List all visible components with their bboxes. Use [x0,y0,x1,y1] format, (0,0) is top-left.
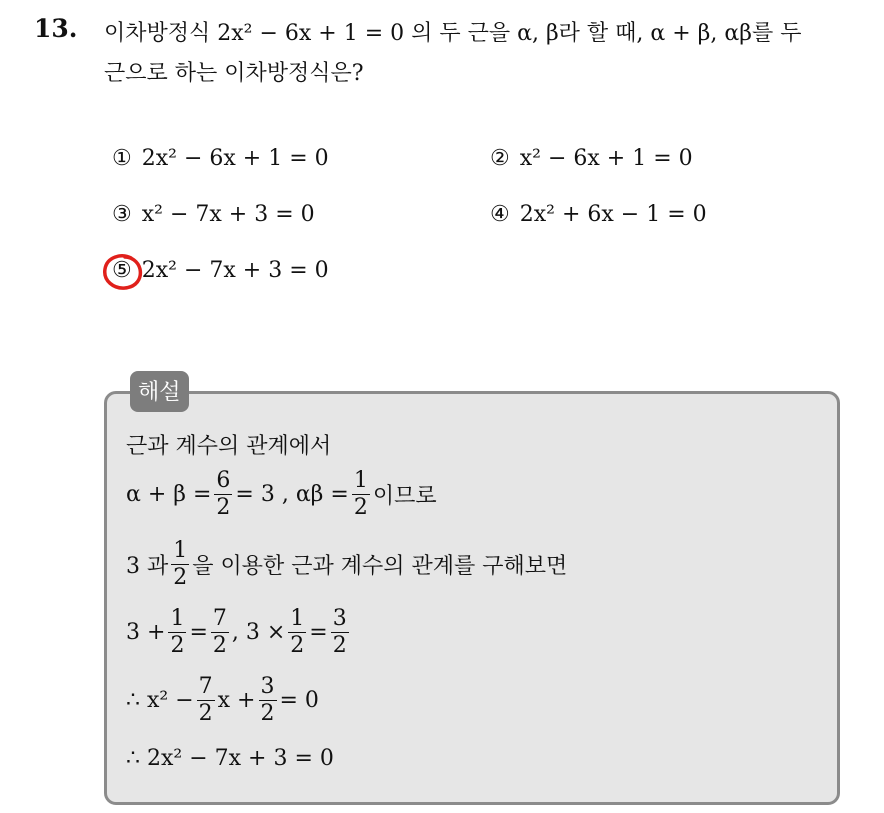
math-text: 3 + [126,620,166,645]
option-3[interactable] [112,202,315,227]
solution-tag: 해설 [130,371,189,412]
math-text: 을 이용한 근과 계수의 관계를 구해보면 [192,554,568,579]
fraction [168,608,186,657]
option-4[interactable] [490,202,707,227]
option-number: ③ [112,202,132,227]
numerator: 3 [260,674,275,699]
solution-line-4 [126,608,352,657]
numerator: 3 [332,606,347,631]
question-text-line-1: 이차방정식 2x² − 6x + 1 = 0 의 두 근을 α, β라 할 때, α + β, αβ를 두 [104,21,802,46]
fraction [288,608,306,657]
fraction [214,470,232,519]
denominator: 2 [216,495,231,520]
option-number: ② [490,146,510,171]
fraction [211,608,229,657]
fraction [197,676,215,725]
denominator: 2 [353,495,368,520]
numerator: 1 [170,606,185,631]
option-number: ④ [490,202,510,227]
option-text: x² − 7x + 3 = 0 [141,202,315,227]
math-text: ∴ 2x² − 7x + 3 = 0 [126,746,334,771]
answer-circle-icon [101,252,145,292]
fraction [259,676,277,725]
option-2[interactable] [490,146,693,171]
numerator: 7 [198,674,213,699]
option-text: x² − 6x + 1 = 0 [519,146,693,171]
math-text: = 0 [279,688,319,713]
option-number: ① [112,146,132,171]
math-text: x + [217,688,256,713]
denominator: 2 [332,633,347,658]
solution-line-6 [126,746,334,771]
numerator: 1 [353,468,368,493]
math-text: ∴ x² − [126,688,194,713]
option-text: 2x² + 6x − 1 = 0 [519,202,707,227]
numerator: 7 [212,606,227,631]
math-text: = 3 , αβ = [235,482,349,507]
numerator: 1 [290,606,305,631]
solution-line-5 [126,676,319,725]
numerator: 1 [173,538,188,563]
question-number: 13. [34,14,78,43]
option-number: ⑤ [112,258,132,283]
denominator: 2 [260,701,275,726]
math-text: 이므로 [372,484,437,509]
denominator: 2 [212,633,227,658]
math-text: , 3 × [231,620,286,645]
math-text: = [189,620,208,645]
solution-line-3 [126,540,567,589]
fraction [352,470,370,519]
question-text-line-2: 근으로 하는 이차방정식은? [104,61,364,86]
option-text: 2x² − 7x + 3 = 0 [141,258,329,283]
denominator: 2 [170,633,185,658]
solution-text: 근과 계수의 관계에서 [126,434,332,459]
math-text: = [309,620,328,645]
denominator: 2 [198,701,213,726]
solution-line-2 [126,470,437,519]
option-1[interactable] [112,146,329,171]
option-text: 2x² − 6x + 1 = 0 [141,146,329,171]
denominator: 2 [173,565,188,590]
fraction [171,540,189,589]
denominator: 2 [290,633,305,658]
fraction [331,608,349,657]
numerator: 6 [216,468,231,493]
math-text: 3 과 [126,554,169,579]
solution-line-1 [126,429,331,460]
math-text: α + β = [126,482,212,507]
